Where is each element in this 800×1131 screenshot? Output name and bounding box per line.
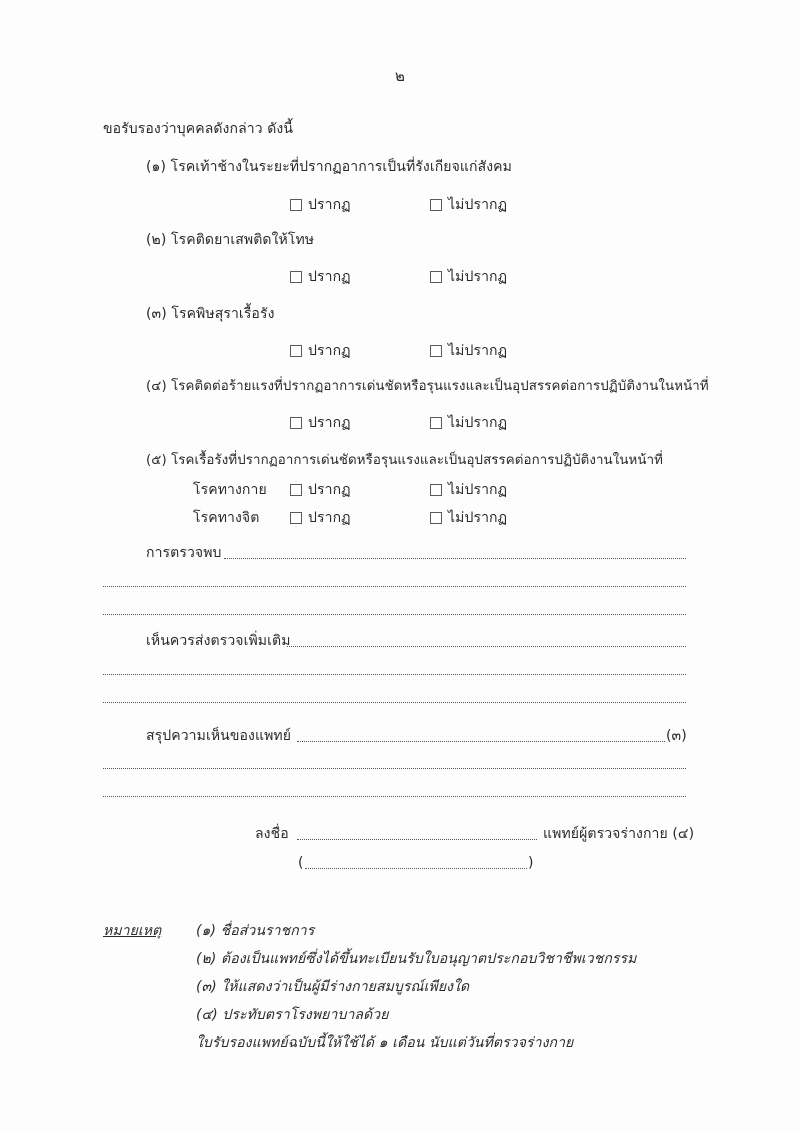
absent-label: ไม่ปรากฏ	[448, 269, 508, 285]
condition-5-physical-absent-option[interactable]	[430, 480, 507, 500]
condition-5-mental-absent-option[interactable]	[430, 508, 507, 528]
note-4: (๔) ประทับตราโรงพยาบาลด้วย	[196, 1007, 389, 1023]
printed-name-line[interactable]	[305, 868, 527, 869]
condition-4-label: (๔) โรคติดต่อร้ายแรงที่ปรากฏอาการเด่นชัดหรือรุนแรงและเป็นอุปสรรคต่อการปฏิบัติงานในหน้าที่	[146, 379, 709, 394]
findings-line-2[interactable]	[103, 586, 686, 587]
present-label: ปรากฏ	[308, 482, 351, 498]
condition-5-physical-label: โรคทางกาย	[193, 482, 267, 498]
condition-3-absent-option[interactable]	[430, 341, 507, 361]
conclusion-note-ref: (๓)	[666, 728, 687, 744]
further-exam-line-2[interactable]	[103, 674, 686, 675]
condition-4-present-option[interactable]	[290, 413, 351, 433]
checkbox[interactable]	[430, 271, 442, 283]
further-exam-line-3[interactable]	[103, 702, 686, 703]
signature-line[interactable]	[297, 839, 537, 840]
condition-2-label: (๒) โรคติดยาเสพติดให้โทษ	[146, 232, 315, 248]
checkbox[interactable]	[290, 417, 302, 429]
findings-line-3[interactable]	[103, 614, 686, 615]
present-label: ปรากฏ	[308, 197, 351, 213]
condition-1-label: (๑) โรคเท้าช้างในระยะที่ปรากฏอาการเป็นที่รังเกียจแก่สังคม	[146, 159, 512, 175]
condition-1-present-option[interactable]	[290, 195, 351, 215]
checkbox[interactable]	[430, 345, 442, 357]
condition-5-mental-present-option[interactable]	[290, 508, 351, 528]
condition-1-absent-option[interactable]	[430, 195, 507, 215]
notes-heading: หมายเหตุ	[103, 923, 162, 939]
checkbox[interactable]	[290, 199, 302, 211]
name-paren-open: (	[298, 855, 304, 871]
name-paren-close: )	[528, 855, 534, 871]
note-1: (๑) ชื่อส่วนราชการ	[196, 923, 315, 939]
further-exam-line-1[interactable]	[287, 646, 686, 647]
absent-label: ไม่ปรากฏ	[448, 415, 508, 431]
condition-5-physical-present-option[interactable]	[290, 480, 351, 500]
present-label: ปรากฏ	[308, 343, 351, 359]
condition-4-absent-option[interactable]	[430, 413, 507, 433]
present-label: ปรากฏ	[308, 510, 351, 526]
page-number: ๒	[395, 67, 405, 85]
checkbox[interactable]	[290, 345, 302, 357]
condition-2-absent-option[interactable]	[430, 267, 507, 287]
note-3: (๓) ให้แสดงว่าเป็นผู้มีร่างกายสมบูรณ์เพียงใด	[196, 979, 470, 995]
findings-line-1[interactable]	[224, 558, 686, 559]
condition-2-present-option[interactable]	[290, 267, 351, 287]
conclusion-line-3[interactable]	[103, 796, 686, 797]
note-2: (๒) ต้องเป็นแพทย์ซึ่งได้ขึ้นทะเบียนรับใบอนุญาตประกอบวิชาชีพเวชกรรม	[196, 951, 637, 967]
present-label: ปรากฏ	[308, 415, 351, 431]
present-label: ปรากฏ	[308, 269, 351, 285]
absent-label: ไม่ปรากฏ	[448, 482, 508, 498]
signature-prefix: ลงชื่อ	[255, 826, 289, 842]
note-validity: ใบรับรองแพทย์ฉบับนี้ให้ใช้ได้ ๑ เดือน นับแต่วันที่ตรวจร่างกาย	[196, 1035, 574, 1051]
checkbox[interactable]	[290, 484, 302, 496]
conclusion-label: สรุปความเห็นของแพทย์	[146, 728, 292, 744]
condition-3-label: (๓) โรคพิษสุราเรื้อรัง	[146, 306, 275, 322]
checkbox[interactable]	[430, 512, 442, 524]
condition-3-present-option[interactable]	[290, 341, 351, 361]
findings-label: การตรวจพบ	[146, 545, 222, 561]
condition-5-label: (๕) โรคเรื้อรังที่ปรากฏอาการเด่นชัดหรือรุนแรงและเป็นอุปสรรคต่อการปฏิบัติงานในหน้าที่	[146, 453, 664, 468]
signature-suffix: แพทย์ผู้ตรวจร่างกาย (๔)	[543, 826, 695, 842]
absent-label: ไม่ปรากฏ	[448, 510, 508, 526]
absent-label: ไม่ปรากฏ	[448, 343, 508, 359]
further-exam-label: เห็นควรส่งตรวจเพิ่มเติม	[146, 633, 291, 649]
conclusion-line-2[interactable]	[103, 768, 686, 769]
condition-5-mental-label: โรคทางจิต	[193, 510, 260, 526]
conclusion-line-1[interactable]	[297, 741, 665, 742]
checkbox[interactable]	[430, 199, 442, 211]
checkbox[interactable]	[290, 512, 302, 524]
checkbox[interactable]	[430, 417, 442, 429]
checkbox[interactable]	[430, 484, 442, 496]
absent-label: ไม่ปรากฏ	[448, 197, 508, 213]
intro-text: ขอรับรองว่าบุคคลดังกล่าว ดังนี้	[103, 121, 294, 137]
checkbox[interactable]	[290, 271, 302, 283]
